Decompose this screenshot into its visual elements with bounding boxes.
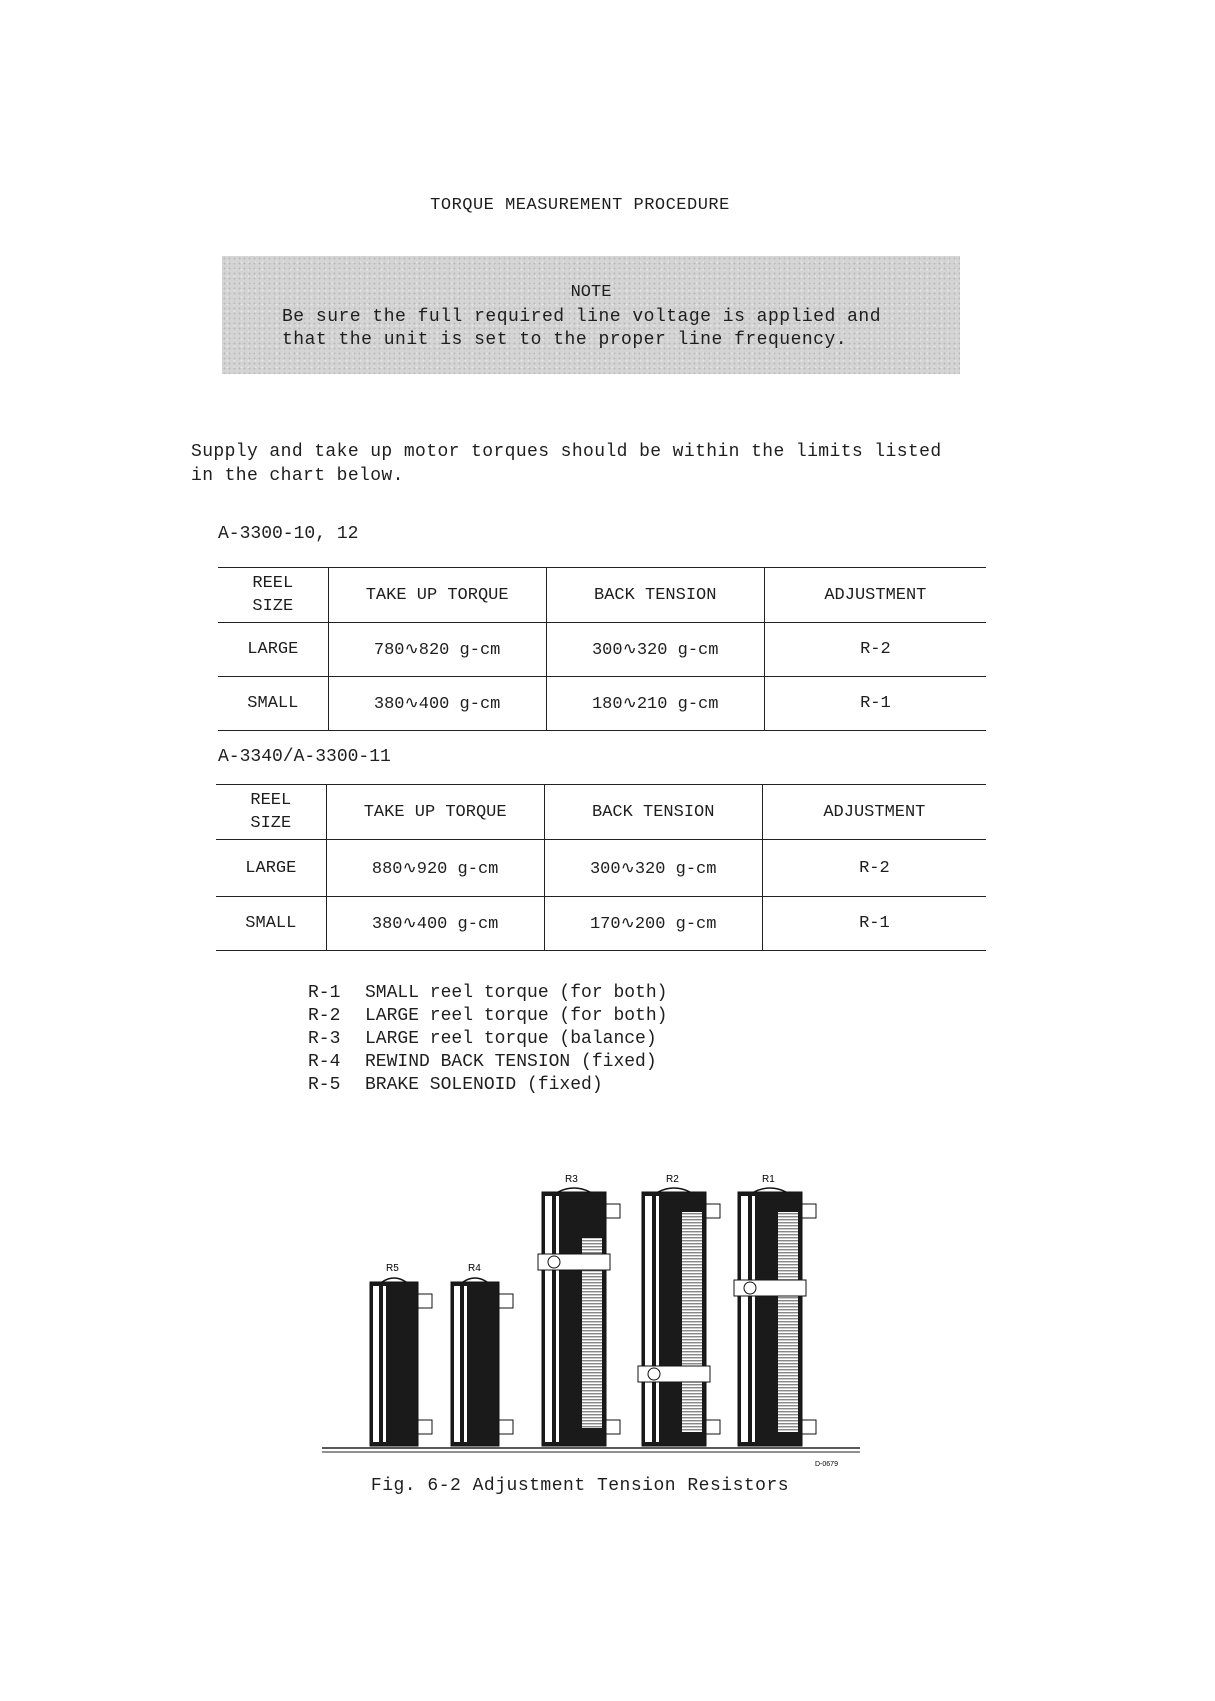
cell-size: LARGE — [218, 623, 328, 677]
resistor-figure — [310, 1150, 870, 1480]
cell-size: SMALL — [216, 897, 326, 951]
header-reel-size — [218, 568, 328, 623]
figure-code: D-0679 — [815, 1461, 838, 1468]
intro-line-1: Supply and take up motor torques should be within the limits listed — [191, 442, 942, 462]
resistor-r3 — [538, 1188, 620, 1446]
cell-back-tension: 300∿320 g-cm — [546, 623, 764, 677]
label-r1: R1 — [762, 1174, 775, 1185]
header-take-up: TAKE UP TORQUE — [328, 568, 546, 623]
torque-table-2 — [216, 784, 986, 951]
table-header-row — [218, 568, 986, 623]
header-reel: REEL — [250, 791, 292, 810]
table-row — [216, 840, 986, 897]
header-reel-size — [216, 785, 326, 840]
header-adjustment: ADJUSTMENT — [762, 785, 986, 840]
figure-caption: Fig. 6-2 Adjustment Tension Resistors — [370, 1476, 790, 1496]
legend-item: R-2 LARGE reel torque (for both) — [308, 1006, 668, 1026]
table-header-row — [216, 785, 986, 840]
legend-item: R-3 LARGE reel torque (balance) — [308, 1029, 657, 1049]
header-back-tension: BACK TENSION — [544, 785, 762, 840]
label-r3: R3 — [565, 1174, 578, 1185]
label-r5: R5 — [386, 1263, 399, 1274]
cell-back-tension: 170∿200 g-cm — [544, 897, 762, 951]
legend-item: R-5 BRAKE SOLENOID (fixed) — [308, 1075, 603, 1095]
intro-line-2: in the chart below. — [191, 466, 404, 486]
resistor-r4 — [451, 1278, 513, 1446]
table-row — [216, 897, 986, 951]
table-row — [218, 677, 986, 731]
cell-adjustment: R-1 — [764, 677, 986, 731]
cell-adjustment: R-2 — [762, 840, 986, 897]
note-line-2: that the unit is set to the proper line frequency. — [282, 330, 848, 350]
page-title: TORQUE MEASUREMENT PROCEDURE — [430, 196, 730, 215]
cell-take-up: 380∿400 g-cm — [326, 897, 544, 951]
model-label-1: A-3300-10, 12 — [218, 524, 359, 544]
header-size: SIZE — [250, 814, 292, 833]
legend-item: R-4 REWIND BACK TENSION (fixed) — [308, 1052, 657, 1072]
header-adjustment: ADJUSTMENT — [764, 568, 986, 623]
header-take-up: TAKE UP TORQUE — [326, 785, 544, 840]
resistor-r2 — [638, 1188, 720, 1446]
legend-item: R-1 SMALL reel torque (for both) — [308, 983, 668, 1003]
cell-back-tension: 180∿210 g-cm — [546, 677, 764, 731]
resistor-r5 — [370, 1278, 432, 1446]
note-heading: NOTE — [570, 283, 612, 302]
model-label-2: A-3340/A-3300-11 — [218, 747, 391, 767]
torque-table-1 — [218, 567, 986, 731]
cell-adjustment: R-2 — [764, 623, 986, 677]
header-reel: REEL — [252, 574, 294, 593]
cell-back-tension: 300∿320 g-cm — [544, 840, 762, 897]
cell-take-up: 880∿920 g-cm — [326, 840, 544, 897]
cell-take-up: 380∿400 g-cm — [328, 677, 546, 731]
header-back-tension: BACK TENSION — [546, 568, 764, 623]
cell-adjustment: R-1 — [762, 897, 986, 951]
note-line-1: Be sure the full required line voltage is applied and — [282, 307, 881, 327]
resistor-r1 — [734, 1188, 816, 1446]
label-r2: R2 — [666, 1174, 679, 1185]
cell-size: LARGE — [216, 840, 326, 897]
note-box — [222, 256, 960, 374]
resistor-legend — [308, 982, 667, 1097]
cell-take-up: 780∿820 g-cm — [328, 623, 546, 677]
table-row — [218, 623, 986, 677]
cell-size: SMALL — [218, 677, 328, 731]
header-size: SIZE — [252, 597, 294, 616]
label-r4: R4 — [468, 1263, 481, 1274]
